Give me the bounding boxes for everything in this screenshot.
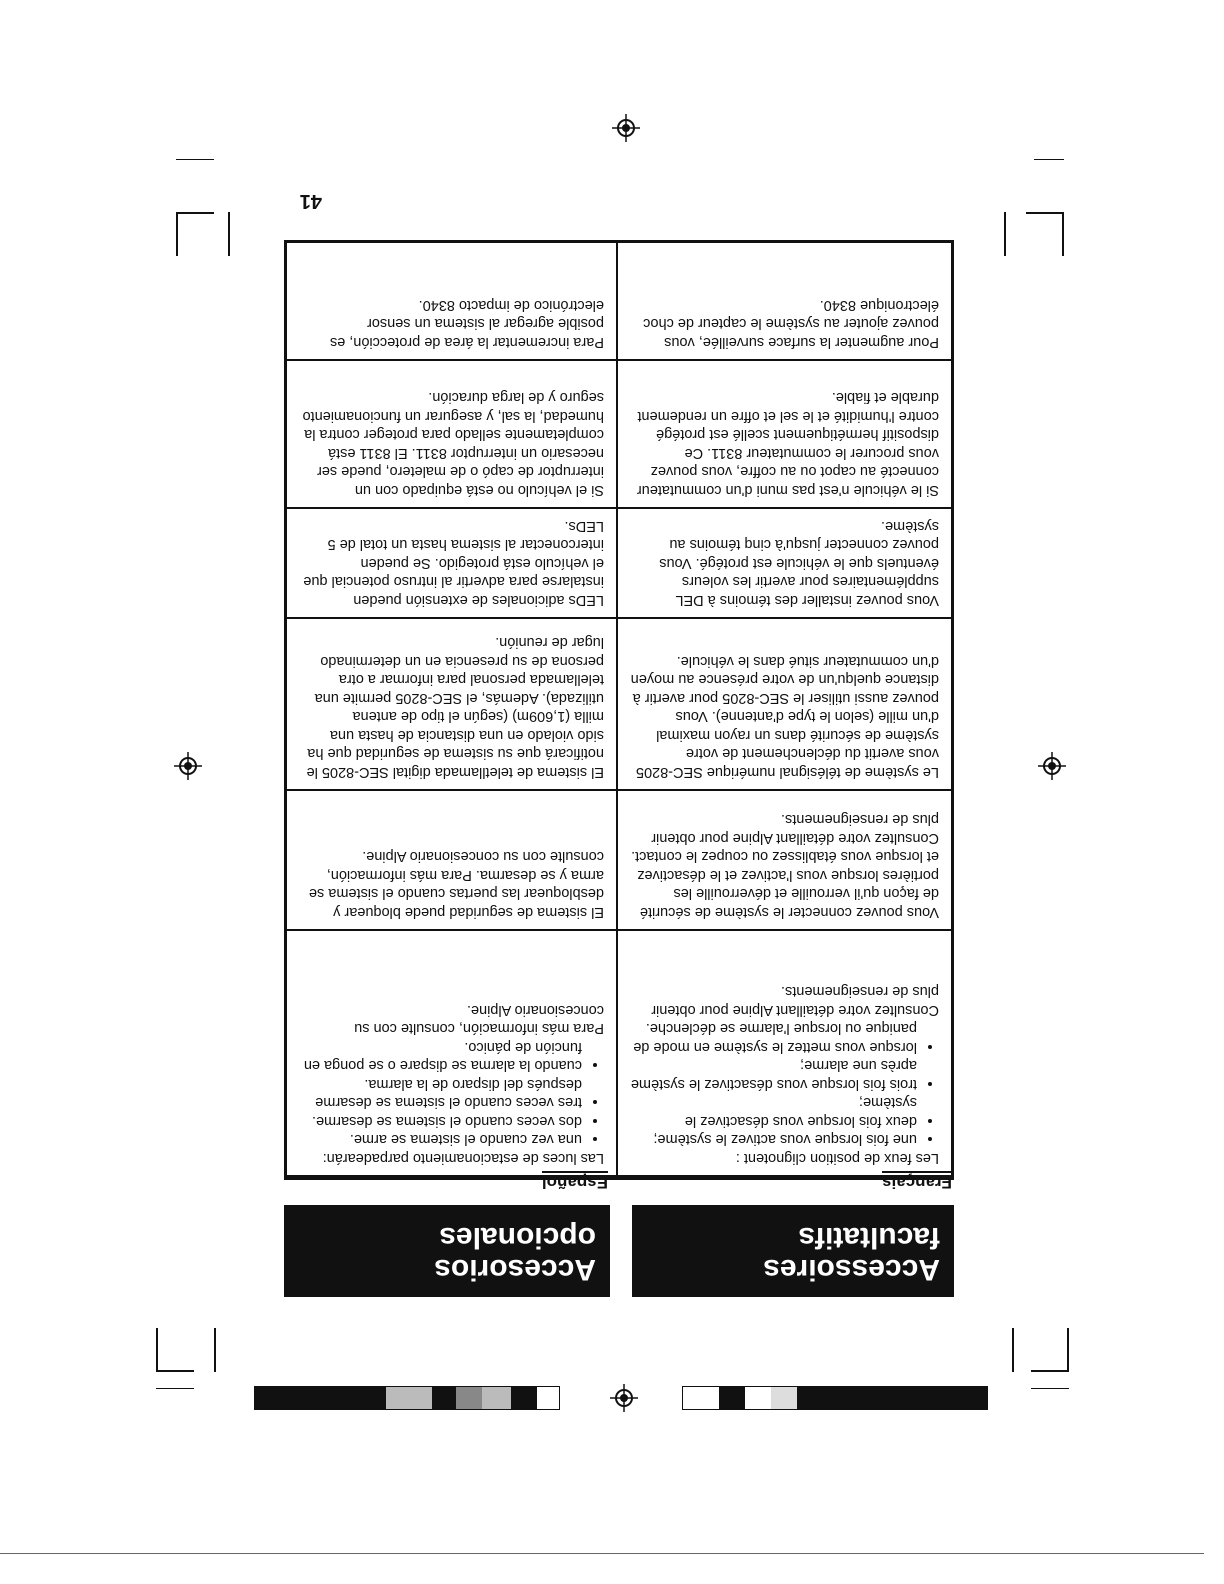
cell-es: LEDs adicionales de extensión pueden instalarse para advertir al intruso potencial que el vehículo está protegido. Se pueden interconectar al sistema hasta un total de 5 LEDs. [303, 518, 604, 608]
list-item: • una vez cuando el sistema se arme. [299, 1130, 582, 1149]
list-item: • dos veces cuando el sistema se desarme. [299, 1112, 582, 1131]
cell-es [287, 929, 616, 1175]
crop-mark [1034, 159, 1064, 160]
cell-es: El sistema de seguridad puede bloquear y desbloquear las puertas cuando el sistema se arma y se desarma. Para más información, consulte con su concesionario Alpine. [308, 848, 604, 920]
crop-mark [1026, 212, 1064, 214]
bullet-list [630, 1019, 939, 1149]
cell-fr [618, 929, 951, 1175]
cell-es: Para incrementar la área de protección, es posible agregar al sistema un sensor electrónico de impacto 8340. [329, 297, 604, 350]
list-item: • lorsque vous mettez le système en mode de panique ou lorsque l'alarme se déclenche. [630, 1019, 917, 1056]
accessories-table [284, 240, 954, 1180]
crop-mark [228, 212, 230, 256]
crop-mark [176, 159, 214, 160]
list-item: • cuando la alarma se dispare o se ponga en función de pánico. [299, 1038, 582, 1075]
list-item: • tres veces cuando el sistema se desarme después del disparo de la alarma. [299, 1075, 582, 1112]
crop-mark [1062, 212, 1064, 256]
cell-text: Les feux de position clignotent : [735, 1150, 939, 1166]
table-row [287, 241, 951, 361]
crop-mark [1004, 212, 1006, 256]
crop-mark [1031, 1388, 1069, 1389]
cell-fr: Vous pouvez connecter le système de sécurité de façon qu'il verrouille et déverrouille les portières lorsque vous l'activez et le désactivez et lorsque vous établissez ou coupez le contact. Consultez votre détaillant Alpine pour obtenir plus de renseignements. [631, 811, 939, 920]
cell-fr: Pour augmenter la surface surveillée, vous pouvez ajouter au système le capteur de choc électronique 8340. [643, 297, 939, 350]
color-bar-right [254, 1386, 560, 1410]
cell-text: Consultez votre détaillant Alpine pour obtenir plus de renseignements. [651, 983, 939, 1018]
page-number: 41 [299, 190, 322, 212]
registration-target-icon [174, 752, 202, 780]
crop-mark [176, 212, 178, 256]
crop-mark [156, 1328, 158, 1372]
section-header-fr: Accessoires facultatifs [632, 1205, 954, 1297]
cell-es: El sistema de teletllamada digital SEC-8205 le notificará que su sistema de seguridad que ha sido violado en una distancia de hasta una milla (1,609m) (según el tipo de antena utilizada). Además, el SEC-8205 permite una telellamada personal para informar a otra persona de su presencia en un determinado lugar de reunión. [306, 634, 604, 780]
registration-target-icon [612, 114, 640, 142]
language-label-es-text: Español [541, 1173, 608, 1192]
cell-fr: Le système de télésignal numérique SEC-8205 vous avertit du déclenchement de votre système de sécurité dans un rayon maximal d'un mille (selon le type d'antenne). Vous pouvez aussi utiliser le SEC-8205 pour avertir à distance quelqu'un de votre présence au moyen d'un commutateur situé dans le véhicule. [630, 653, 939, 780]
crop-mark [1031, 1370, 1069, 1372]
cell-text: Las luces de estacionamiento parpadearán: [322, 1150, 604, 1166]
color-bar-left [682, 1386, 988, 1410]
crop-mark [1012, 1328, 1014, 1372]
table-row [287, 359, 951, 509]
section-header-es: Accesorios opcionales [284, 1205, 610, 1297]
list-item: • deux fois lorsque vous désactivez le système; [630, 1093, 917, 1130]
language-label-fr-text: Français [882, 1173, 952, 1192]
registration-target-icon [1038, 752, 1066, 780]
crop-mark [176, 212, 214, 214]
bullet-list [299, 1038, 604, 1149]
registration-target-icon [610, 1384, 638, 1412]
scan-edge-line [0, 1553, 1204, 1554]
cell-es: Si el vehículo no está equipado con un interruptor de capó o de maletero, puede ser necesario un interruptor 8311. El 8311 está completamente sellado para proteger contra la humedad, la sal, y asegurar un funcionamiento seguro y de larga duración. [302, 389, 604, 498]
list-item: • trois fois lorsque vous désactivez le système après une alarme; [630, 1056, 917, 1093]
list-item: • une fois lorsque vous activez le système; [630, 1130, 917, 1149]
cell-fr: Si le véhicule n'est pas muni d'un commutateur connecté au capot ou au coffre, vous pouvez vous procurer le commutateur 8311. Ce dispositif hermétiquement scellé est protégé contre l'humidité et le sel et offre un rendement durable et fiable. [636, 389, 939, 498]
table-row [287, 789, 951, 931]
crop-mark [214, 1328, 216, 1372]
cell-fr: Vous pouvez installer des témoins à DEL supplémentaires pour avertir les voleurs éventuels que le véhicule est protégé. Vous pouvez connecter jusqu'à cinq témoins au système. [659, 518, 939, 608]
crop-mark [1067, 1328, 1069, 1372]
table-row [287, 617, 951, 791]
table-row [287, 507, 951, 619]
crop-mark [156, 1370, 194, 1372]
table-row [287, 929, 951, 1177]
crop-mark [156, 1388, 194, 1389]
cell-text: Para más información, consulte con su concesionario Alpine. [354, 1002, 604, 1037]
